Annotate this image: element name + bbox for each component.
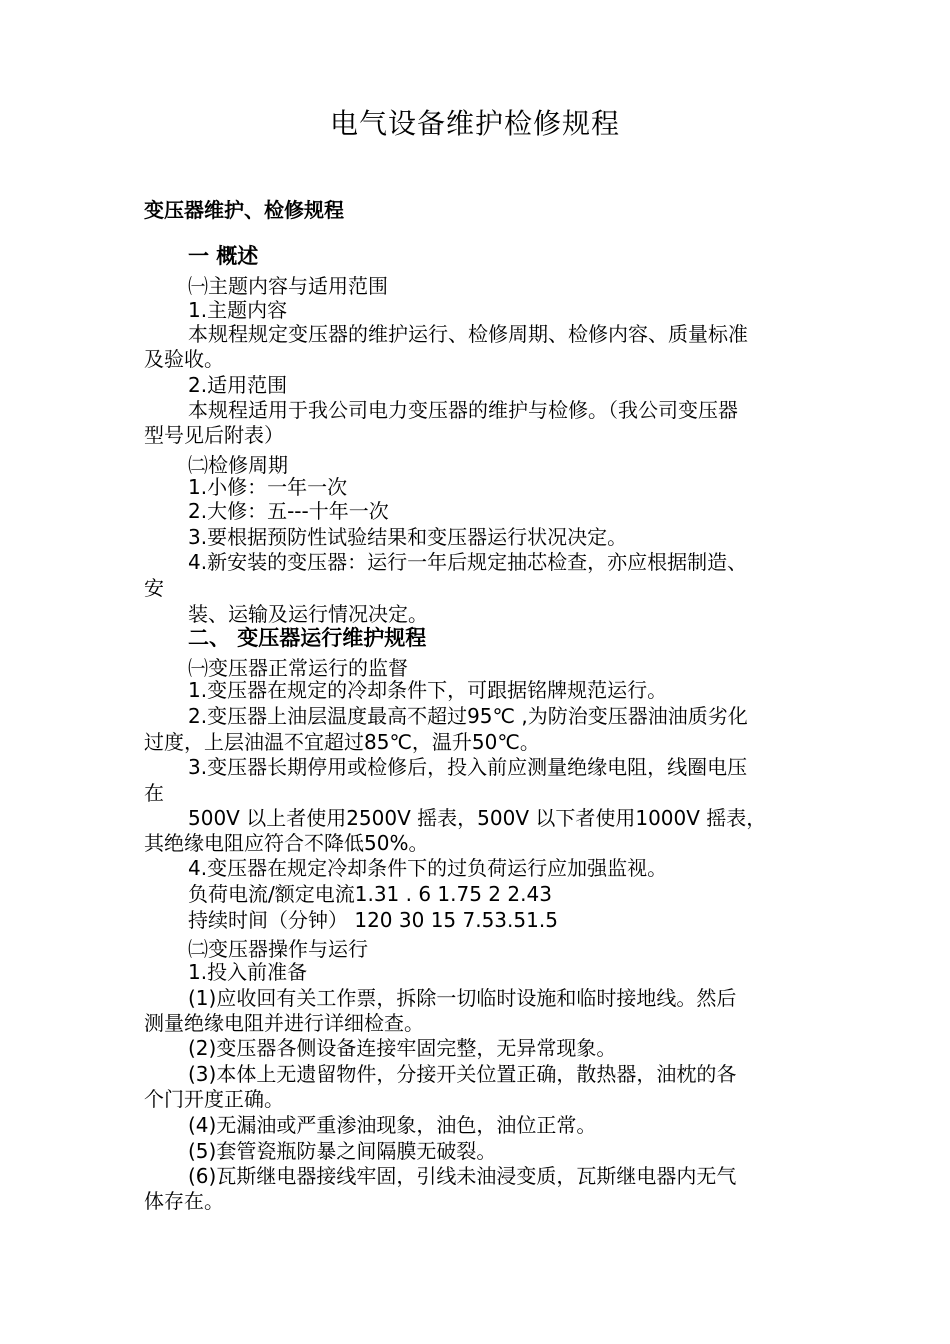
list-item-wrap: 在 (144, 781, 164, 805)
list-item: 1.变压器在规定的冷却条件下，可跟据铭牌规范运行。 (188, 678, 668, 702)
subheading-cycle: ㈡检修周期 (188, 453, 288, 477)
item-scope: 2.适用范围 (188, 373, 288, 397)
overload-duration-row: 持续时间（分钟） 120 30 15 7.53.51.5 (188, 908, 558, 932)
overload-ratio-row: 负荷电流/额定电流1.31 . 6 1.75 2 2.43 (188, 882, 552, 906)
subheading-monitoring: ㈠变压器正常运行的监督 (188, 656, 408, 680)
list-item: (5)套管瓷瓶防暴之间隔膜无破裂。 (188, 1139, 497, 1163)
paragraph-line: 及验收。 (144, 347, 224, 371)
list-item-wrap: 个门开度正确。 (144, 1087, 284, 1111)
item-subject: 1.主题内容 (188, 298, 288, 322)
paragraph-line: 本规程适用于我公司电力变压器的维护与检修。（我公司变压器 (188, 398, 738, 422)
page-title: 电气设备维护检修规程 (329, 107, 620, 140)
list-item: (3)本体上无遗留物件，分接开关位置正确，散热器，油枕的各 (188, 1062, 737, 1086)
subheading-operation: ㈡变压器操作与运行 (188, 937, 368, 961)
heading-maintenance: 二、 变压器运行维护规程 (188, 626, 427, 650)
list-item-wrap: 过度，上层油温不宜超过85℃，温升50℃。 (144, 730, 540, 754)
list-item: 3.变压器长期停用或检修后，投入前应测量绝缘电阻，线圈电压 (188, 755, 748, 779)
list-item: (4)无漏油或严重渗油现象，油色，油位正常。 (188, 1113, 597, 1137)
list-item: (1)应收回有关工作票，拆除一切临时设施和临时接地线。然后 (188, 986, 737, 1010)
paragraph-line: 本规程规定变压器的维护运行、检修周期、检修内容、质量标准 (188, 322, 748, 346)
list-item: 2.大修：五---十年一次 (188, 499, 389, 523)
list-item: 1.小修：一年一次 (188, 475, 348, 499)
list-item-wrap: 体存在。 (144, 1189, 224, 1213)
subheading-scope: ㈠主题内容与适用范围 (188, 274, 388, 298)
list-item: 4.新安装的变压器：运行一年后规定抽芯检查，亦应根据制造、 (188, 550, 748, 574)
paragraph-line: 型号见后附表） (144, 423, 284, 447)
list-item-wrap: 测量绝缘电阻并进行详细检查。 (144, 1011, 424, 1035)
list-item-wrap: 500V 以上者使用2500V 摇表，500V 以下者使用1000V 摇表， (188, 806, 767, 830)
list-item: 4.变压器在规定冷却条件下的过负荷运行应加强监视。 (188, 856, 668, 880)
list-item: (2)变压器各侧设备连接牢固完整，无异常现象。 (188, 1036, 617, 1060)
list-item-wrap: 安 (144, 576, 164, 600)
list-item: (6)瓦斯继电器接线牢固，引线未油浸变质，瓦斯继电器内无气 (188, 1164, 737, 1188)
item-preparation: 1.投入前准备 (188, 960, 308, 984)
list-item: 3.要根据预防性试验结果和变压器运行状况决定。 (188, 525, 628, 549)
heading-overview: 一 概述 (188, 244, 259, 268)
list-item-wrap: 其绝缘电阻应符合不降低50%。 (144, 831, 429, 855)
list-item-wrap: 装、运输及运行情况决定。 (188, 602, 428, 626)
list-item: 2.变压器上油层温度最高不超过95℃ ,为防治变压器油油质劣化 (188, 704, 748, 728)
section-heading: 变压器维护、检修规程 (144, 198, 344, 222)
